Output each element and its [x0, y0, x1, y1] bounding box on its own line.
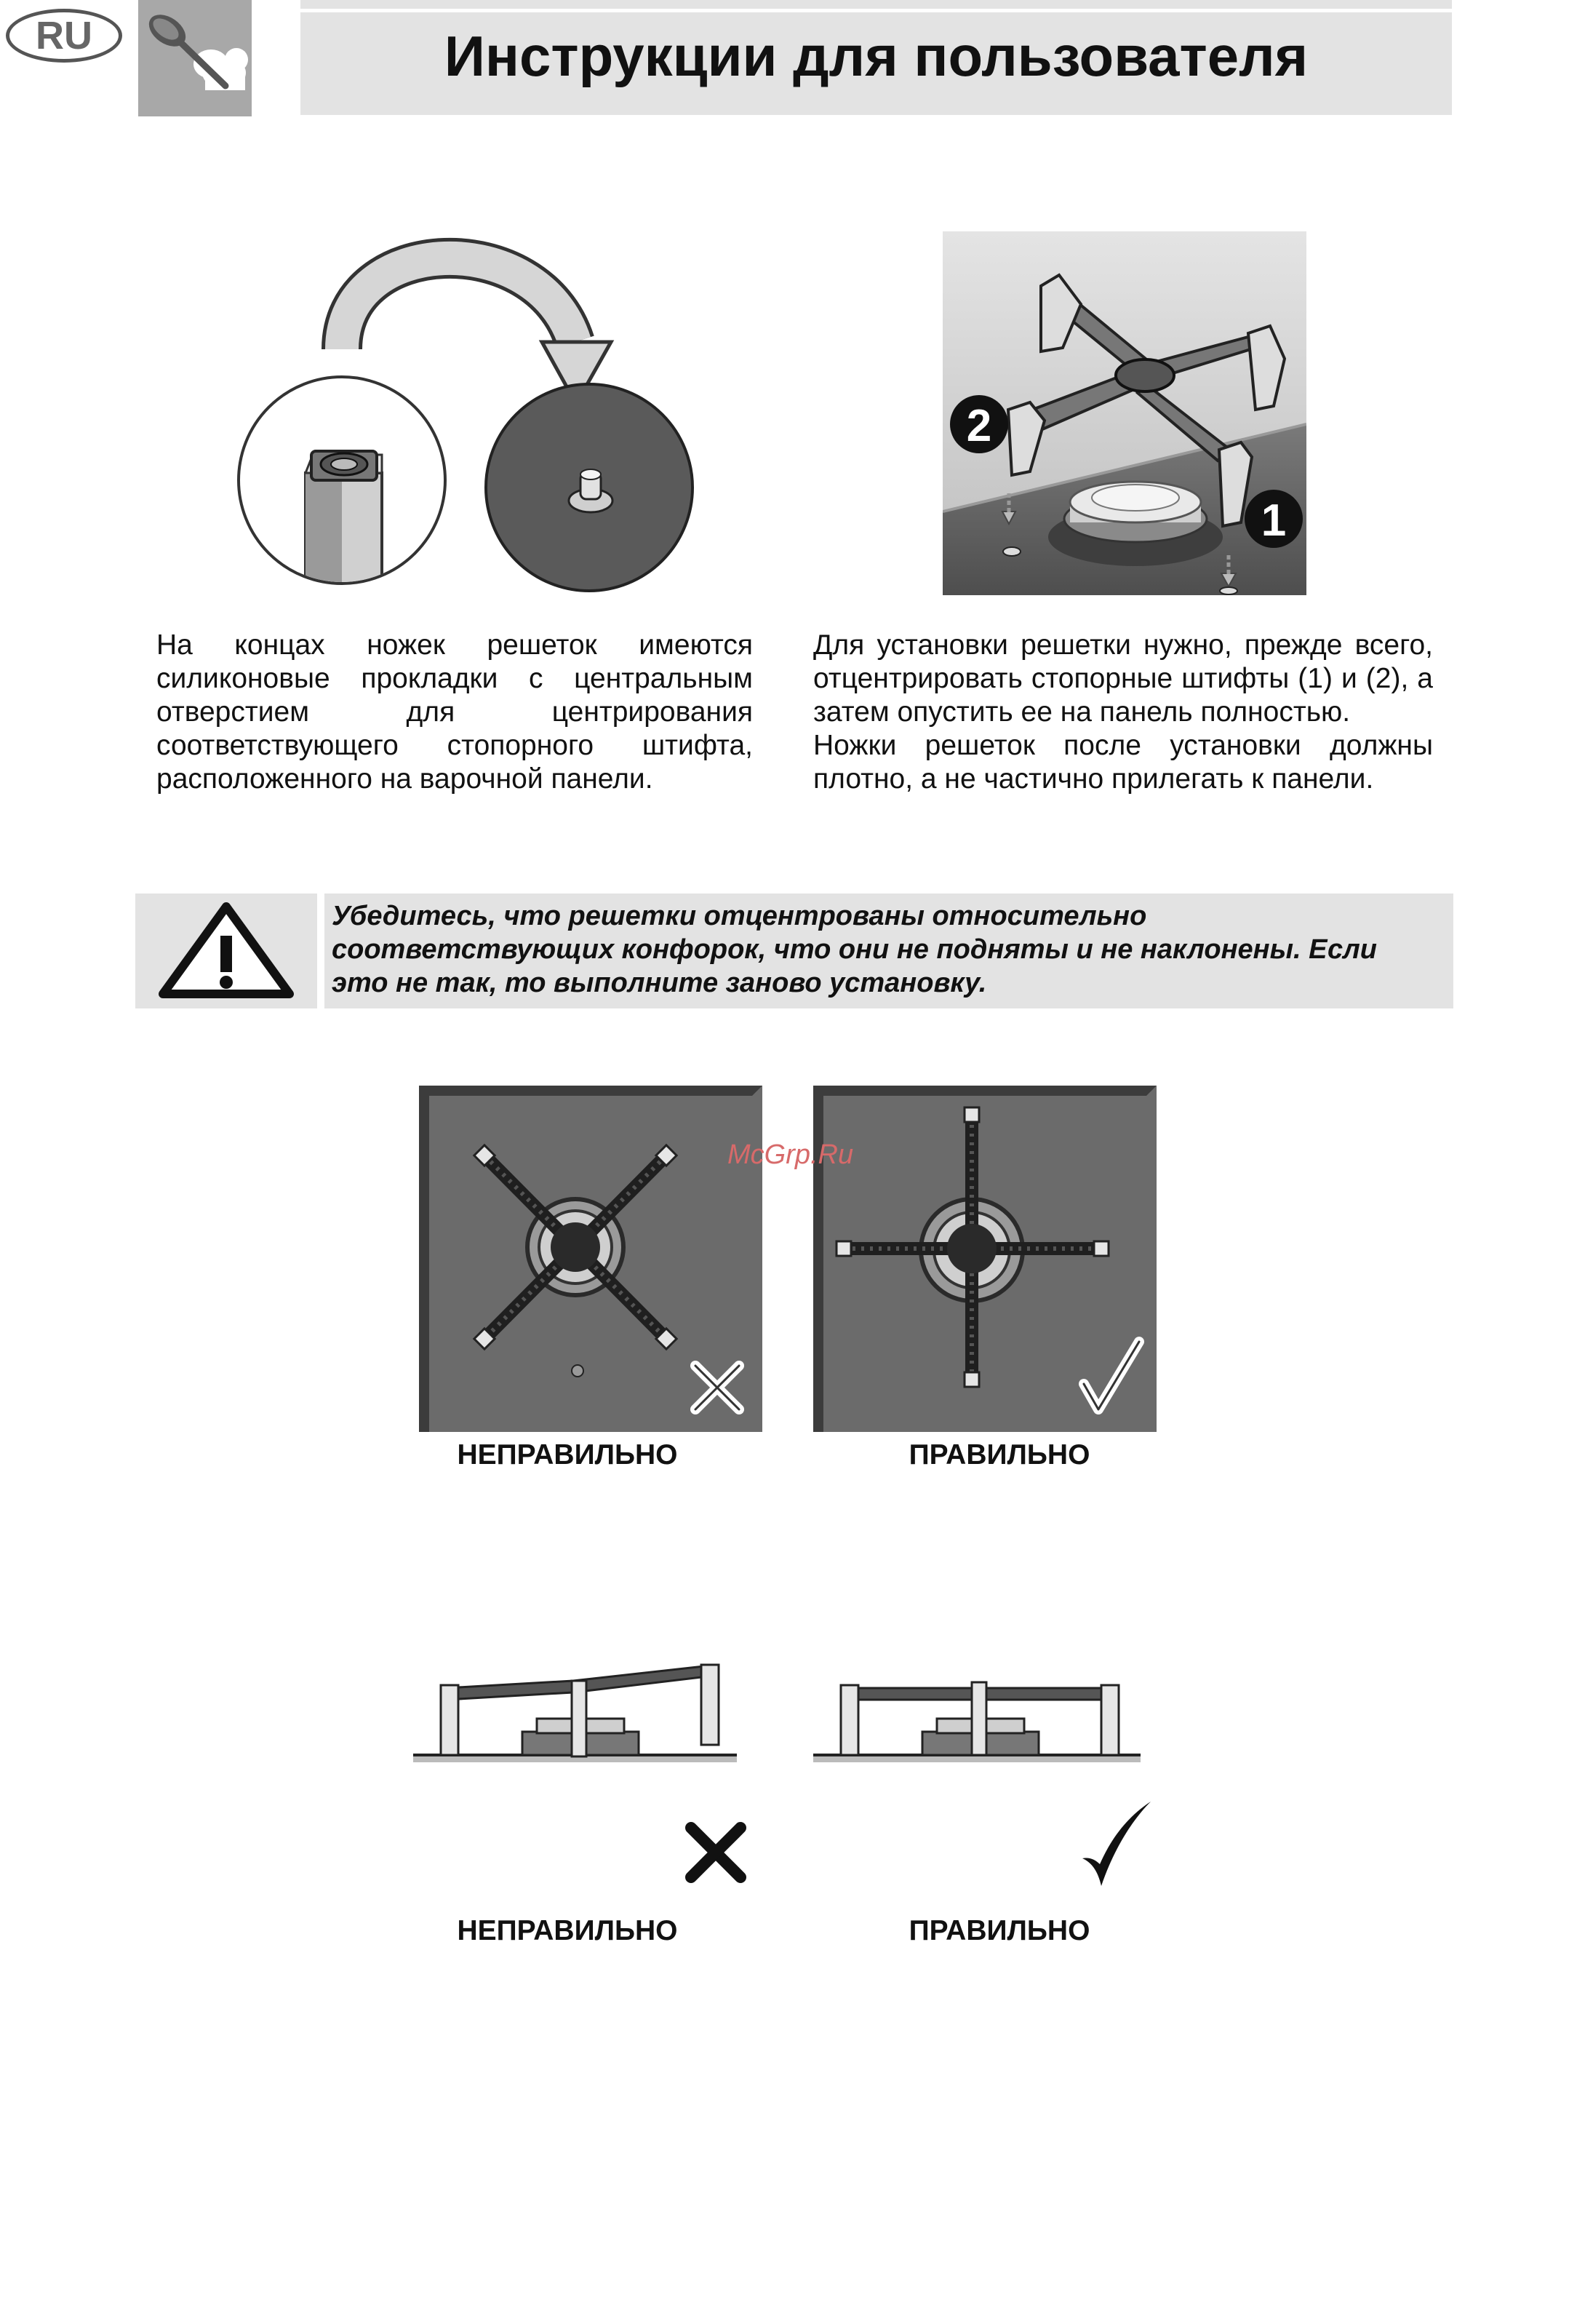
callout-1-label: 1	[1261, 496, 1287, 546]
label-correct-top: ПРАВИЛЬНО	[909, 1439, 1090, 1471]
paragraph-gasket-info	[156, 629, 753, 796]
warning-text: Убедитесь, что решетки отцентрованы относительно соответствующих конфорок, что они не подняты и не наклонены. Если это не так, то выполните заново установку.	[332, 901, 1377, 998]
title-divider	[300, 9, 1452, 12]
paragraph-installation-info	[813, 629, 1433, 796]
paragraph-left-text: На концах ножек решеток имеются силиконовые прокладки с центральным отверстием для центрирования соответствующего стопорного штифта, расположенного на варочной панели.	[156, 629, 753, 795]
grate-wrong-side-view	[413, 1652, 740, 1768]
grate-wrong-top-view	[419, 1086, 762, 1432]
callout-2-label: 2	[966, 401, 992, 451]
correct-check-icon-large	[1078, 1797, 1154, 1892]
label-correct-bottom: ПРАВИЛЬНО	[909, 1915, 1090, 1946]
language-badge: RU	[6, 9, 122, 63]
grate-installation-figure	[943, 231, 1306, 595]
grate-correct-side-view	[813, 1666, 1141, 1768]
grate-correct-top-view	[813, 1086, 1157, 1432]
paragraph-right-text-1: Для установки решетки нужно, прежде всего, отцентрировать стопорные штифты (1) и (2), а затем опустить ее на панель полностью.	[813, 629, 1433, 728]
label-wrong-bottom: НЕПРАВИЛЬНО	[457, 1915, 678, 1946]
gasket-pin-diagram	[233, 233, 706, 597]
logo-box	[138, 0, 252, 116]
warning-triangle-icon	[135, 894, 317, 1008]
watermark: McGrp.Ru	[727, 1139, 854, 1170]
label-wrong-top: НЕПРАВИЛЬНО	[457, 1439, 678, 1471]
paragraph-right-text-2: Ножки решеток после установки должны плотно, а не частично прилегать к панели.	[813, 730, 1433, 795]
page-title: Инструкции для пользователя	[444, 24, 1309, 88]
spoon-chef-hat-icon	[138, 0, 252, 116]
wrong-cross-icon-large	[682, 1819, 749, 1886]
warning-icon-box	[135, 894, 317, 1008]
